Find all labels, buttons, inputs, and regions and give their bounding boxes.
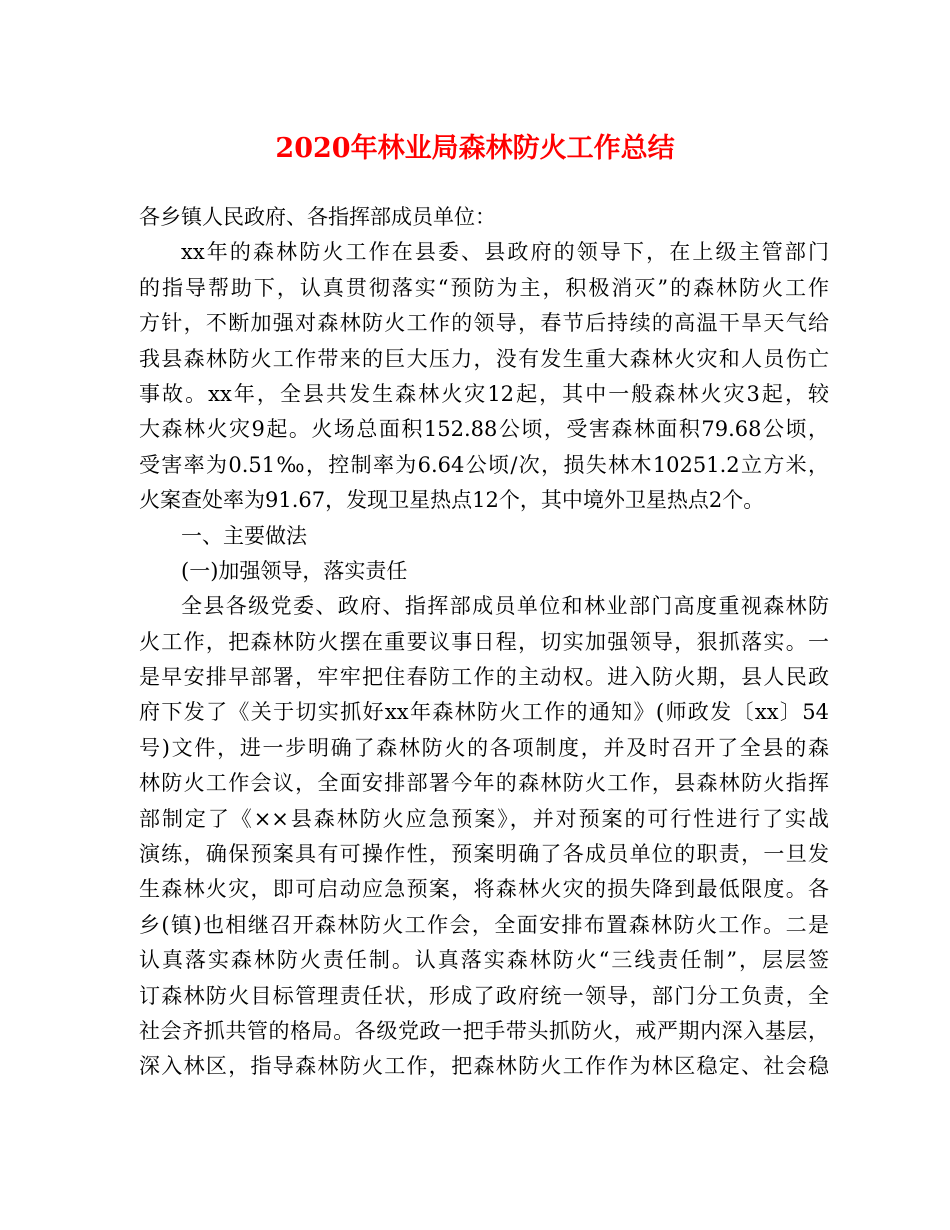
body-line: 火工作，把森林防火摆在重要议事日程，切实加强领导，狠抓落实。一 — [139, 629, 829, 654]
body-line: xx年的森林防火工作在县委、县政府的领导下，在上级主管部门 — [181, 240, 829, 265]
body-line: 深入林区，指导森林防火工作，把森林防火工作作为林区稳定、社会稳 — [139, 1054, 829, 1079]
body-line: 演练，确保预案具有可操作性，预案明确了各成员单位的职责，一旦发 — [139, 842, 829, 867]
body-line: 事故。xx年，全县共发生森林火灾12起，其中一般森林火灾3起，较 — [139, 381, 829, 406]
body-line: 我县森林防火工作带来的巨大压力，没有发生重大森林火灾和人员伤亡 — [139, 346, 829, 371]
body-line: 乡(镇)也相继召开森林防火工作会，全面安排布置森林防火工作。二是 — [139, 912, 829, 937]
body-line: 府下发了《关于切实抓好xx年森林防火工作的通知》(师政发〔xx〕54 — [139, 700, 829, 725]
body-line: 火案查处率为91.67，发现卫星热点12个，其中境外卫星热点2个。 — [139, 488, 765, 513]
body-line: 生森林火灾，即可启动应急预案，将森林火灾的损失降到最低限度。各 — [139, 877, 829, 902]
body-line: 一、主要做法 — [181, 523, 307, 548]
body-line: 订森林防火目标管理责任状，形成了政府统一领导，部门分工负责，全 — [139, 983, 829, 1008]
body-line: 受害率为0.51‰，控制率为6.64公顷/次，损失林木10251.2立方米， — [139, 452, 829, 477]
body-line: 林防火工作会议，全面安排部署今年的森林防火工作，县森林防火指挥 — [139, 771, 829, 796]
body-line: 方针，不断加强对森林防火工作的领导，春节后持续的高温干旱天气给 — [139, 311, 829, 336]
body-line: 认真落实森林防火责任制。认真落实森林防火“三线责任制”，层层签 — [139, 948, 829, 973]
document-title: 2020年林业局森林防火工作总结 — [275, 133, 675, 164]
body-line: 大森林火灾9起。火场总面积152.88公顷，受害森林面积79.68公顷， — [139, 417, 829, 442]
body-line: 各乡镇人民政府、各指挥部成员单位： — [139, 205, 496, 229]
body-line: 社会齐抓共管的格局。各级党政一把手带头抓防火，戒严期内深入基层， — [139, 1018, 829, 1043]
body-line: (一)加强领导，落实责任 — [181, 558, 408, 583]
body-line: 的指导帮助下，认真贯彻落实“预防为主，积极消灭”的森林防火工作 — [139, 275, 829, 300]
document-body — [139, 200, 829, 1085]
body-line: 号)文件，进一步明确了森林防火的各项制度，并及时召开了全县的森 — [139, 735, 829, 760]
body-line: 部制定了《××县森林防火应急预案》，并对预案的可行性进行了实战 — [139, 806, 829, 831]
body-line: 是早安排早部署，牢牢把住春防工作的主动权。进入防火期，县人民政 — [139, 665, 829, 690]
body-line: 全县各级党委、政府、指挥部成员单位和林业部门高度重视森林防 — [181, 594, 829, 619]
